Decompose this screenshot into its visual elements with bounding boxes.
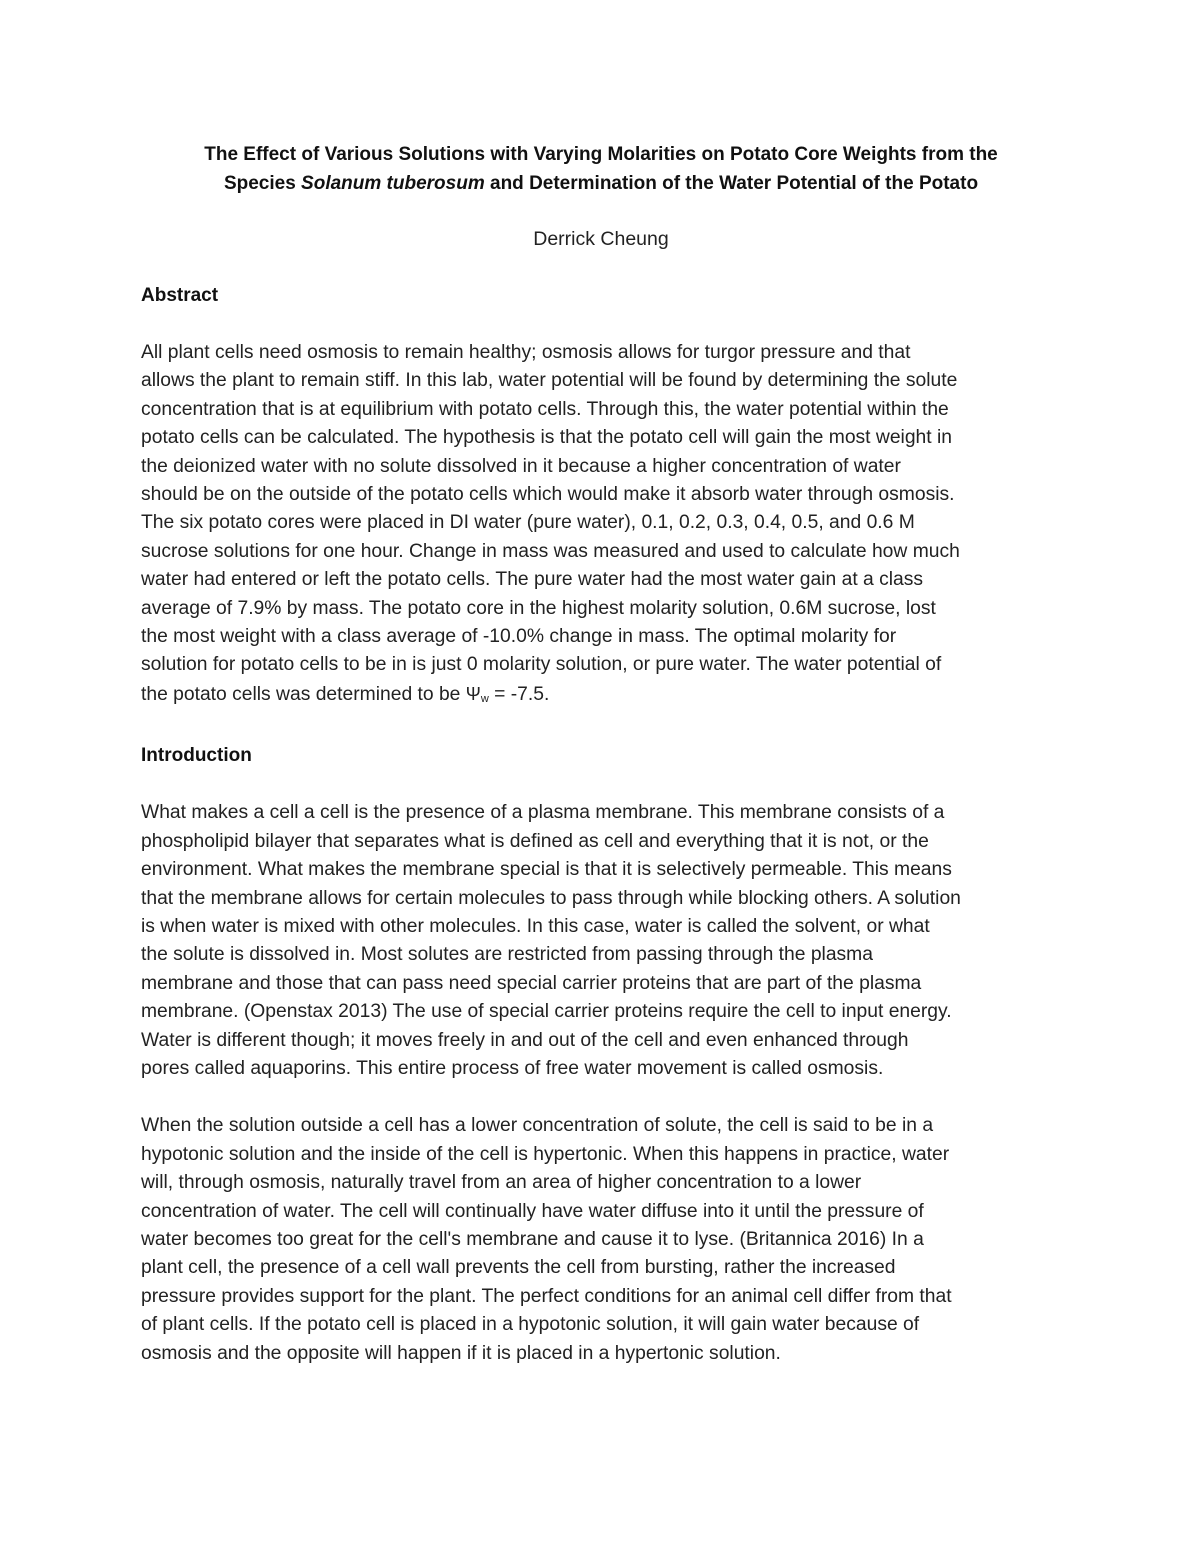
intro-line: water becomes too great for the cell's membrane and cause it to lyse. (Britannica 2016) In a xyxy=(141,1228,924,1250)
abstract-line: solution for potato cells to be in is just 0 molarity solution, or pure water. The water potential of xyxy=(141,654,942,676)
abstract-line: All plant cells need osmosis to remain healthy; osmosis allows for turgor pressure and that xyxy=(141,342,911,363)
abstract-line: the most weight with a class average of -10.0% change in mass. The optimal molarity for xyxy=(141,626,897,648)
abstract-line: potato cells can be calculated. The hypothesis is that the potato cell will gain the most weight in xyxy=(141,427,952,449)
introduction-paragraph-2 xyxy=(141,1112,1061,1368)
intro-line: environment. What makes the membrane special is that it is selectively permeable. This means xyxy=(141,859,952,881)
document-title xyxy=(141,140,1061,198)
intro-line: the solute is dissolved in. Most solutes are restricted from passing through the plasma xyxy=(141,944,873,966)
abstract-line: allows the plant to remain stiff. In this lab, water potential will be found by determining the solute xyxy=(141,370,958,392)
intro-line: pores called aquaporins. This entire process of free water movement is called osmosis. xyxy=(141,1057,884,1079)
intro-line: plant cell, the presence of a cell wall prevents the cell from bursting, rather the increased xyxy=(141,1257,896,1279)
abstract-line: the deionized water with no solute dissolved in it because a higher concentration of water xyxy=(141,455,901,477)
title-species-name: Solanum tuberosum xyxy=(301,173,485,194)
intro-line: will, through osmosis, naturally travel from an area of higher concentration to a lower xyxy=(141,1172,862,1194)
intro-line: is when water is mixed with other molecules. In this case, water is called the solvent, or what xyxy=(141,915,930,937)
title-line-2-prefix: Species xyxy=(223,173,302,194)
intro-line: phospholipid bilayer that separates what is defined as cell and everything that it is not, or the xyxy=(141,830,929,852)
abstract-line: sucrose solutions for one hour. Change in mass was measured and used to calculate how much xyxy=(141,540,960,562)
intro-line: hypotonic solution and the inside of the cell is hypertonic. When this happens in practice, water xyxy=(141,1143,950,1165)
author-name: Derrick Cheung xyxy=(533,228,669,250)
intro-line: osmosis and the opposite will happen if it is placed in a hypertonic solution. xyxy=(141,1342,781,1364)
intro-line: that the membrane allows for certain molecules to pass through while blocking others. A solution xyxy=(141,887,961,909)
intro-line: concentration of water. The cell will continually have water diffuse into it until the pressure of xyxy=(141,1200,924,1222)
intro-line: membrane. (Openstax 2013) The use of special carrier proteins require the cell to input energy. xyxy=(141,1001,952,1023)
introduction-heading: Introduction xyxy=(141,745,252,767)
abstract-paragraph xyxy=(141,339,1061,713)
abstract-last-line xyxy=(141,680,1061,713)
intro-line: of plant cells. If the potato cell is placed in a hypotonic solution, it will gain water because of xyxy=(141,1314,920,1336)
psi-symbol: Ψ xyxy=(465,683,481,704)
intro-line: When the solution outside a cell has a lower concentration of solute, the cell is said to be in a xyxy=(141,1115,934,1137)
title-line-1: The Effect of Various Solutions with Varying Molarities on Potato Core Weights from the xyxy=(204,144,998,165)
water-potential-value: = -7.5. xyxy=(488,683,550,705)
abstract-last-line-prefix: the potato cells was determined to be xyxy=(141,683,466,705)
abstract-line: average of 7.9% by mass. The potato core in the highest molarity solution, 0.6M sucrose, lost xyxy=(141,597,936,619)
psi-subscript: w xyxy=(480,692,489,705)
abstract-line: The six potato cores were placed in DI water (pure water), 0.1, 0.2, 0.3, 0.4, 0.5, and 0.6 M xyxy=(141,512,915,534)
water-potential-symbol xyxy=(466,684,489,704)
introduction-paragraph-1 xyxy=(141,799,1061,1083)
intro-line: Water is different though; it moves freely in and out of the cell and even enhanced through xyxy=(141,1029,909,1051)
abstract-line: water had entered or left the potato cells. The pure water had the most water gain at a class xyxy=(141,569,924,591)
abstract-heading: Abstract xyxy=(141,285,219,306)
abstract-line: concentration that is at equilibrium with potato cells. Through this, the water potential within the xyxy=(141,398,949,420)
document-page xyxy=(141,140,1061,1368)
intro-line: pressure provides support for the plant. The perfect conditions for an animal cell differ from that xyxy=(141,1285,952,1307)
intro-line: membrane and those that can pass need special carrier proteins that are part of the plasma xyxy=(141,972,922,994)
abstract-line: should be on the outside of the potato cells which would make it absorb water through osmosis. xyxy=(141,484,955,506)
title-line-2-suffix: and Determination of the Water Potential of the Potato xyxy=(484,173,979,194)
intro-line: What makes a cell a cell is the presence of a plasma membrane. This membrane consists of a xyxy=(141,802,945,824)
